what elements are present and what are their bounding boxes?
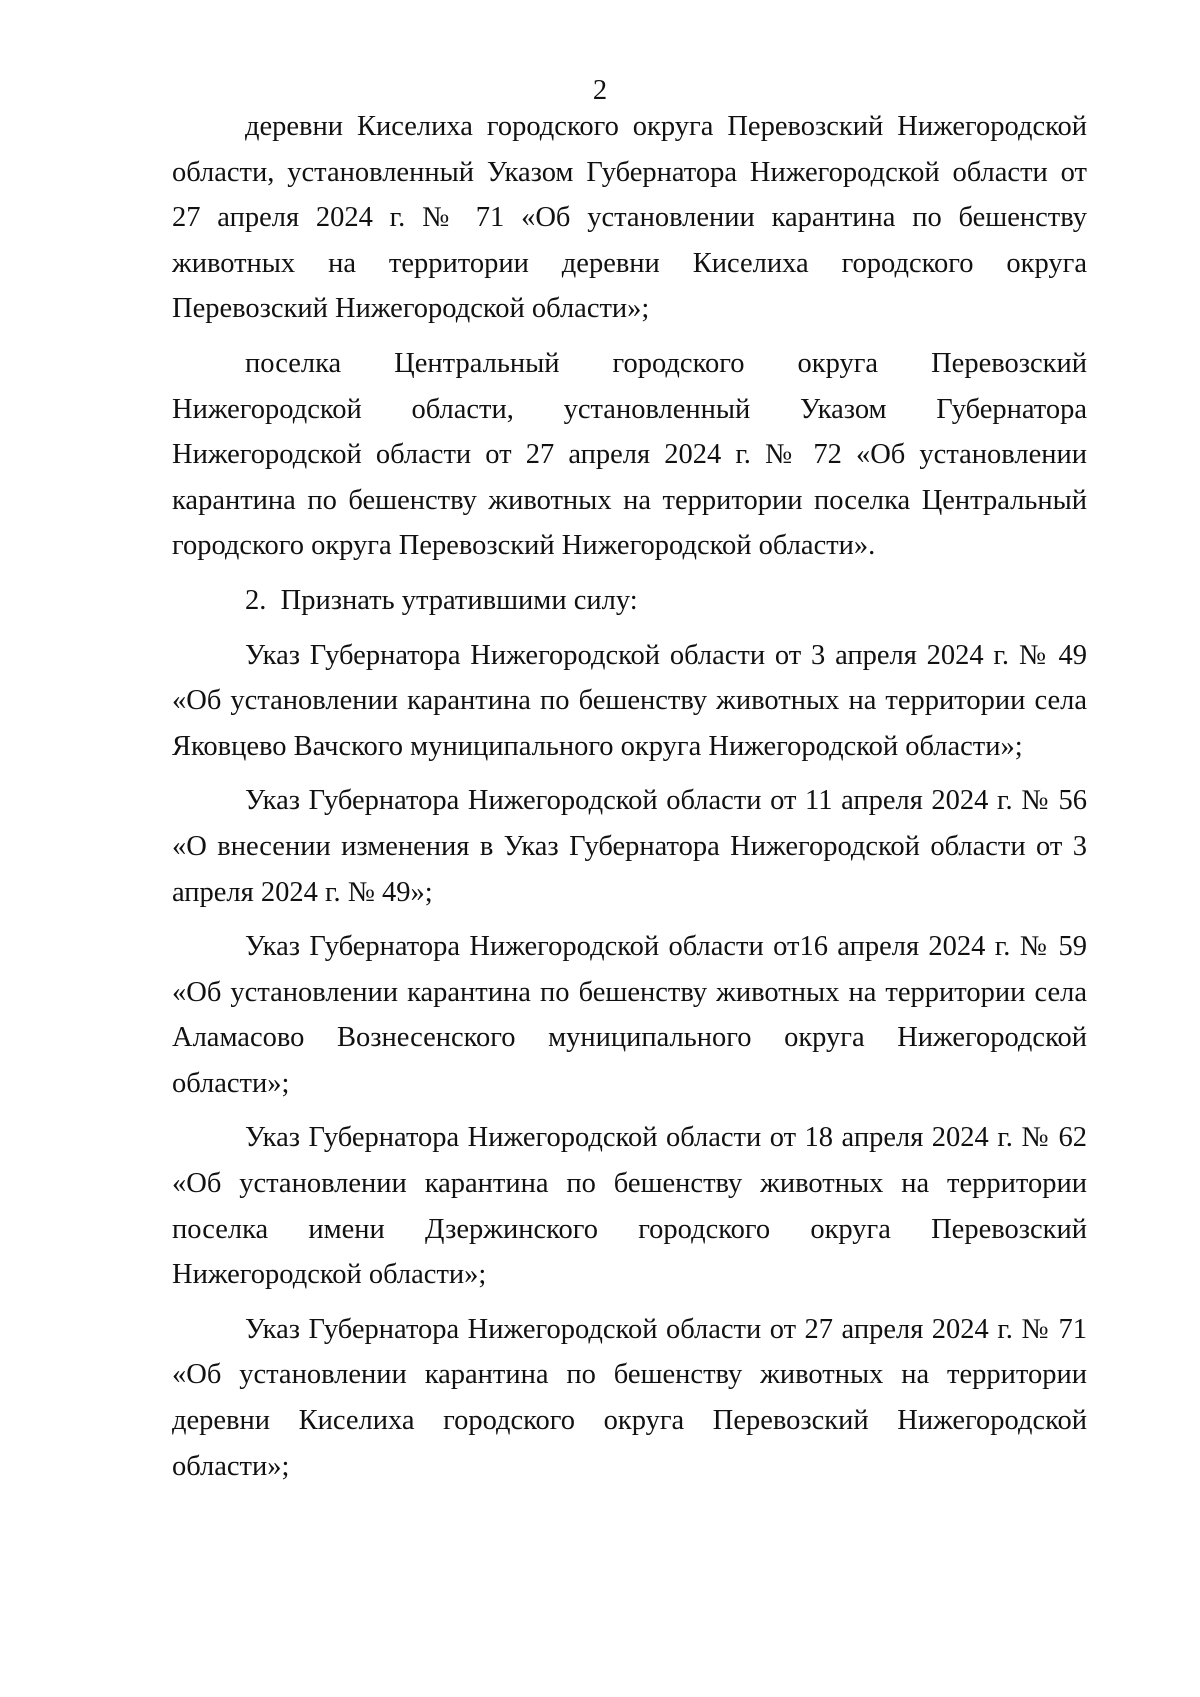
paragraph-decree-56: Указ Губернатора Нижегородской области от 11 апреля 2024 г. № 56 «О внесении изменения в Указ Губернатора Нижегородской области от 3 апреля 2024 г. № 49»; xyxy=(172,785,1087,908)
document-body xyxy=(172,104,1087,1498)
paragraph-tsentralny-quarantine: поселка Центральный городского округа Перевозский Нижегородской области, установленный Указом Губернатора Нижегородской области от 27 апреля 2024 г. № 72 «Об установлении карантина по бешенству животных на территории поселка Центральный городского округа Перевозский Нижегородской области». xyxy=(172,347,1087,562)
paragraph-decree-49: Указ Губернатора Нижегородской области от 3 апреля 2024 г. № 49 «Об установлении карантина по бешенству животных на территории села Яковцево Вачского муниципального округа Нижегородской области»; xyxy=(172,639,1087,762)
list-item-2-repeal: 2. Признать утратившими силу: xyxy=(245,584,638,616)
paragraph-decree-71: Указ Губернатора Нижегородской области от 27 апреля 2024 г. № 71 «Об установлении карантина по бешенству животных на территории деревни Киселиха городского округа Перевозский Нижегородской области»; xyxy=(172,1313,1087,1482)
paragraph-decree-62: Указ Губернатора Нижегородской области от 18 апреля 2024 г. № 62 «Об установлении карантина по бешенству животных на территории поселка имени Дзержинского городского округа Перевозский Нижегородской области»; xyxy=(172,1122,1087,1291)
paragraph-decree-59: Указ Губернатора Нижегородской области от16 апреля 2024 г. № 59 «Об установлении карантина по бешенству животных на территории села Аламасово Вознесенского муниципального округа Нижегородской области»; xyxy=(172,931,1087,1099)
page-number: 2 xyxy=(592,75,608,106)
paragraph-kiselikha-quarantine: деревни Киселиха городского округа Перевозский Нижегородской области, установленный Указом Губернатора Нижегородской области от 27 апреля 2024 г. № 71 «Об установлении карантина по бешенству животных на территории деревни Киселиха городского округа Перевозский Нижегородской области»; xyxy=(172,111,1087,325)
